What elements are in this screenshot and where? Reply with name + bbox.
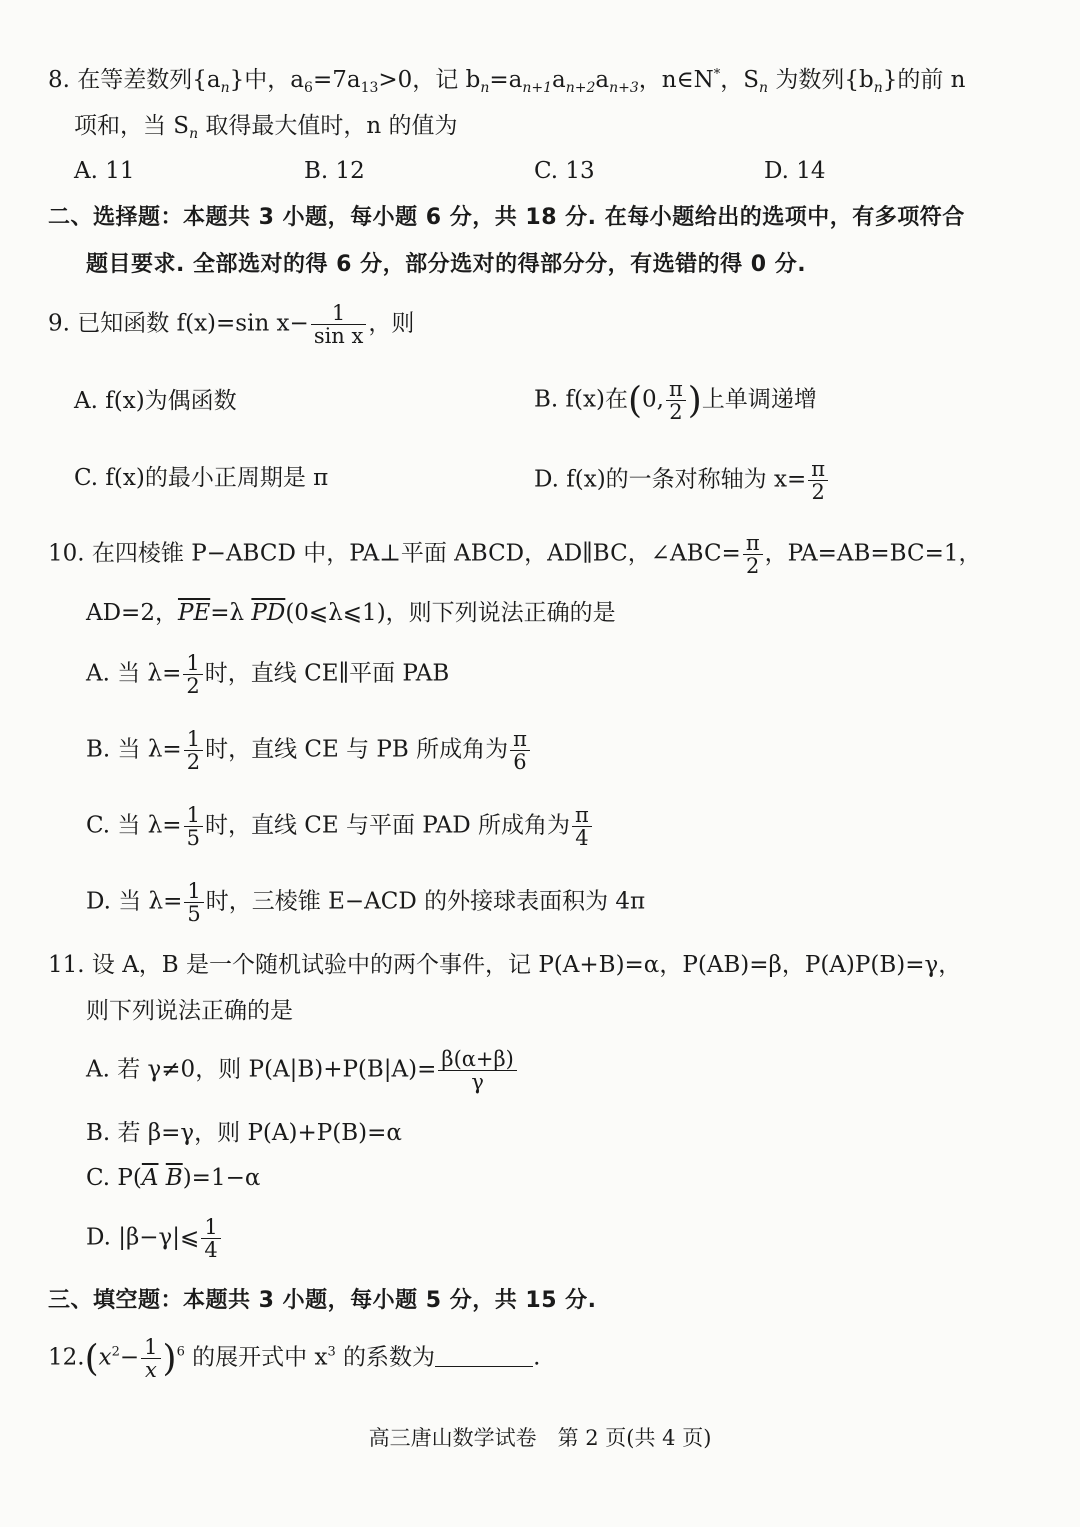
section2-heading-line2: 题目要求. 全部选对的得 6 分，部分选对的得部分分，有选错的得 0 分. xyxy=(86,252,807,277)
q11-option-d: D. |β−γ|⩽ $\frac{1}{4}$ xyxy=(86,1216,223,1261)
q9-option-b: B. f(x)在(0, $\frac{\pi}{2}$ )上单调递增 xyxy=(534,377,817,425)
section3-heading: 三、填空题：本题共 3 小题，每小题 5 分，共 15 分. xyxy=(48,1288,597,1313)
q11-stem-line1: 11. 设 A，B 是一个随机试验中的两个事件，记 P(A+B)=α，P(AB)=β，P(A)P(B)=γ， xyxy=(48,952,962,978)
q8-option-b: B. 12 xyxy=(304,158,365,184)
q10-option-c: C. 当 λ= $\frac{1}{5}$ 时，直线 CE 与平面 PAD 所成角为 $\frac{\pi}{4}$ xyxy=(86,804,594,849)
q8-option-c: C. 13 xyxy=(534,158,595,184)
q11-option-a: A. 若 γ≠0，则 P(A|B)+P(B|A)= $\frac{\beta(\alpha+\beta)}{\gamma}$ xyxy=(86,1048,519,1093)
q8-option-a: A. 11 xyxy=(74,158,135,184)
answer-blank[interactable] xyxy=(435,1346,533,1367)
q9-stem: 9. 已知函数 f(x)=sin x− $\frac{1}{\text{sin x}}$ ，则 xyxy=(48,301,415,349)
q8-option-d: D. 14 xyxy=(764,158,826,184)
q12-stem: $12.(x^2-$ $\frac{1}{x}$ )$^6$ 的展开式中 $x^3$ 的系数为 . xyxy=(48,1335,541,1383)
q10-stem-line2: AD=2，$\overline{PE}=\lambda$ $\overline{PD}(0⩽\lambda⩽1)$，则下列说法正确的是 xyxy=(86,600,616,626)
q8-line1: 8. 在等差数列$\{a_n\}$中，$a_6=7a_{13}>0$，记 $b_n=a_{n+1}a_{n+2}a_{n+3}$，n∈N*，$S_n$ 为数列$\{b_n\}$的前 n xyxy=(48,67,966,96)
q11-stem-line2: 则下列说法正确的是 xyxy=(86,998,293,1024)
q8-line2: 项和，当 $S_n$ 取得最大值时，n 的值为 xyxy=(74,113,458,142)
q9-option-a: A. f(x)为偶函数 xyxy=(74,388,237,414)
q10-option-a: A. 当 λ= $\frac{1}{2}$ 时，直线 CE∥平面 PAB xyxy=(86,651,450,699)
q10-option-b: B. 当 λ= $\frac{1}{2}$ 时，直线 CE 与 PB 所成角为 $\frac{\pi}{6}$ xyxy=(86,728,532,773)
section2-heading-line1: 二、选择题：本题共 3 小题，每小题 6 分，共 18 分. 在每小题给出的选项中，有多项符合 xyxy=(48,205,965,230)
q11-option-c: C. $P(\overline{A}$ $\overline{B})=1-\alpha$ xyxy=(86,1165,261,1191)
q11-option-b: B. 若 β=γ，则 P(A)+P(B)=α xyxy=(86,1120,402,1146)
page-footer: 高三唐山数学试卷 第 2 页(共 4 页) xyxy=(368,1426,712,1450)
q8-number: 8. xyxy=(48,67,70,93)
q10-option-d: D. 当 λ= $\frac{1}{5}$ 时，三棱锥 E−ACD 的外接球表面积为 4π xyxy=(86,879,646,927)
q9-option-c: C. f(x)的最小正周期是 π xyxy=(74,465,329,491)
q10-stem-line1: 10. 在四棱锥 P−ABCD 中，PA⊥平面 ABCD，AD∥BC，∠ABC= $\frac{\pi}{2}$ ，PA=AB=BC=1， xyxy=(48,531,982,579)
q9-option-d: D. f(x)的一条对称轴为 x= $\frac{\pi}{2}$ xyxy=(534,458,830,503)
q9-fraction: $\frac{1}{\text{sin x}}$ xyxy=(311,302,367,347)
